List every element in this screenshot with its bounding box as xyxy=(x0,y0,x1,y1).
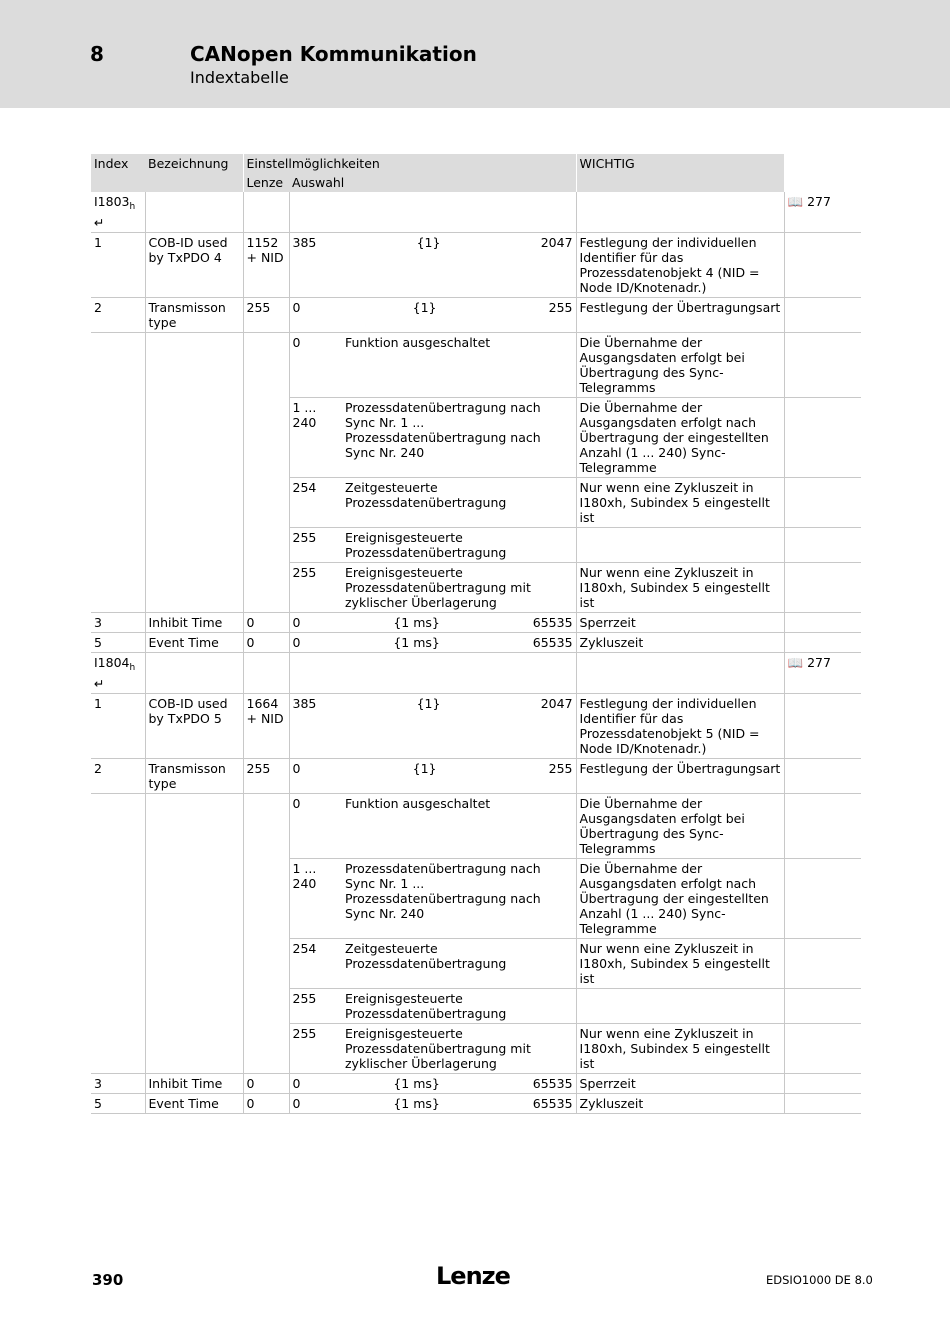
option-value: 254 xyxy=(289,478,342,528)
option-note xyxy=(576,989,784,1024)
document-id: EDSIO1000 DE 8.0 xyxy=(766,1273,873,1287)
lenze-default: 0 xyxy=(243,1094,289,1114)
empty-cell xyxy=(145,528,243,563)
range-step: {1 ms} xyxy=(393,635,440,650)
empty-cell xyxy=(784,1094,861,1114)
range-max: 2047 xyxy=(540,696,573,711)
value-range xyxy=(289,1094,576,1114)
empty-cell xyxy=(784,939,861,989)
option-value: 1 ... 240 xyxy=(289,859,342,939)
col-auswahl: Auswahl xyxy=(289,173,576,192)
col-einstell: Einstellmöglichkeiten xyxy=(243,154,576,173)
option-row xyxy=(91,528,861,563)
range-min: 385 xyxy=(292,696,317,711)
subindex-number: 3 xyxy=(91,1074,145,1094)
chapter-subtitle: Indextabelle xyxy=(190,68,289,87)
empty-cell xyxy=(91,528,145,563)
range-max: 65535 xyxy=(532,1076,573,1091)
empty-cell xyxy=(784,233,861,298)
range-min: 0 xyxy=(292,635,301,650)
option-row xyxy=(91,1024,861,1074)
subindex-name: Event Time xyxy=(145,1094,243,1114)
important-note: Festlegung der Übertragungsart xyxy=(576,759,784,794)
range-min: 0 xyxy=(292,1096,301,1111)
index-subscript: h xyxy=(129,663,136,673)
empty-cell xyxy=(145,989,243,1024)
empty-cell xyxy=(91,1024,145,1074)
range-max: 255 xyxy=(548,761,573,776)
option-note: Die Übernahme der Ausgangsdaten erfolgt nach Übertragung der eingestellten Anzahl (1 ... 240) Sync-Telegramme xyxy=(576,859,784,939)
option-value: 255 xyxy=(289,989,342,1024)
range-min: 385 xyxy=(292,235,317,250)
range-step: {1} xyxy=(412,761,437,776)
index-value: I1803 xyxy=(94,194,130,209)
empty-cell xyxy=(91,794,145,859)
option-row xyxy=(91,859,861,939)
option-value: 255 xyxy=(289,528,342,563)
range-min: 0 xyxy=(292,1076,301,1091)
empty-cell xyxy=(784,563,861,613)
option-value: 255 xyxy=(289,1024,342,1074)
option-note: Nur wenn eine Zykluszeit in I180xh, Subindex 5 eingestellt ist xyxy=(576,939,784,989)
option-row xyxy=(91,563,861,613)
option-note: Die Übernahme der Ausgangsdaten erfolgt nach Übertragung der eingestellten Anzahl (1 ... 240) Sync-Telegramme xyxy=(576,398,784,478)
empty-cell xyxy=(289,192,576,233)
empty-cell xyxy=(145,333,243,398)
empty-cell xyxy=(145,192,243,233)
range-min: 0 xyxy=(292,761,301,776)
important-note: Zykluszeit xyxy=(576,1094,784,1114)
empty-cell xyxy=(243,989,289,1024)
subindex-number: 1 xyxy=(91,694,145,759)
empty-cell xyxy=(784,859,861,939)
empty-cell xyxy=(243,653,289,694)
option-row xyxy=(91,333,861,398)
important-note: Festlegung der individuellen Identifier für das Prozessdatenobjekt 4 (NID = Node ID/Knotenadr.) xyxy=(576,233,784,298)
lenze-default: 0 xyxy=(243,1074,289,1094)
important-note: Zykluszeit xyxy=(576,633,784,653)
option-description: Ereignisgesteuerte Prozessdatenübertragung xyxy=(342,528,576,563)
return-icon: ↵ xyxy=(94,215,105,230)
empty-cell xyxy=(91,859,145,939)
important-note: Festlegung der individuellen Identifier für das Prozessdatenobjekt 5 (NID = Node ID/Knotenadr.) xyxy=(576,694,784,759)
empty-cell xyxy=(145,859,243,939)
lenze-logo: Lenze xyxy=(436,1262,510,1290)
subindex-row xyxy=(91,633,861,653)
empty-cell xyxy=(784,694,861,759)
col-wichtig: WICHTIG xyxy=(576,154,784,173)
chapter-number: 8 xyxy=(90,42,104,66)
range-min: 0 xyxy=(292,615,301,630)
range-max: 65535 xyxy=(532,615,573,630)
col-bezeichnung: Bezeichnung xyxy=(145,154,243,173)
empty-cell xyxy=(784,298,861,333)
page-number: 390 xyxy=(92,1271,124,1289)
value-range xyxy=(289,633,576,653)
option-description: Ereignisgesteuerte Prozessdatenübertragung mit zyklischer Überlagerung xyxy=(342,1024,576,1074)
option-note: Nur wenn eine Zykluszeit in I180xh, Subindex 5 eingestellt ist xyxy=(576,478,784,528)
subindex-number: 2 xyxy=(91,759,145,794)
option-value: 1 ... 240 xyxy=(289,398,342,478)
option-description: Prozessdatenübertragung nach Sync Nr. 1 ... Prozessdatenübertragung nach Sync Nr. 240 xyxy=(342,398,576,478)
subindex-row xyxy=(91,613,861,633)
lenze-default: 1152 + NID xyxy=(243,233,289,298)
range-max: 65535 xyxy=(532,635,573,650)
range-max: 2047 xyxy=(540,235,573,250)
empty-cell xyxy=(784,633,861,653)
empty-cell xyxy=(784,613,861,633)
option-description: Ereignisgesteuerte Prozessdatenübertragung xyxy=(342,989,576,1024)
subindex-name: COB-ID used by TxPDO 4 xyxy=(145,233,243,298)
lenze-default: 255 xyxy=(243,759,289,794)
range-step: {1 ms} xyxy=(393,1096,440,1111)
col-lenze: Lenze xyxy=(243,173,289,192)
option-row xyxy=(91,478,861,528)
option-description: Funktion ausgeschaltet xyxy=(342,333,576,398)
subindex-name: Inhibit Time xyxy=(145,1074,243,1094)
option-value: 0 xyxy=(289,333,342,398)
option-description: Zeitgesteuerte Prozessdatenübertragung xyxy=(342,939,576,989)
range-step: {1} xyxy=(416,696,441,711)
lenze-default: 255 xyxy=(243,298,289,333)
empty-cell xyxy=(243,333,289,398)
empty-cell xyxy=(91,398,145,478)
important-note: Sperrzeit xyxy=(576,1074,784,1094)
subindex-row xyxy=(91,298,861,333)
subindex-number: 1 xyxy=(91,233,145,298)
reference-cell xyxy=(784,192,861,233)
empty-cell xyxy=(243,528,289,563)
value-range xyxy=(289,1074,576,1094)
subindex-number: 2 xyxy=(91,298,145,333)
value-range xyxy=(289,613,576,633)
index-code xyxy=(91,653,145,694)
empty-cell xyxy=(145,794,243,859)
empty-cell xyxy=(784,989,861,1024)
book-icon: 📖 xyxy=(787,194,804,209)
subindex-row xyxy=(91,694,861,759)
return-icon: ↵ xyxy=(94,676,105,691)
empty-cell xyxy=(784,1024,861,1074)
range-step: {1} xyxy=(416,235,441,250)
empty-cell xyxy=(784,1074,861,1094)
subindex-number: 5 xyxy=(91,633,145,653)
lenze-default: 1664 + NID xyxy=(243,694,289,759)
value-range xyxy=(289,233,576,298)
index-code xyxy=(91,192,145,233)
subindex-number: 3 xyxy=(91,613,145,633)
subindex-row xyxy=(91,233,861,298)
subindex-row xyxy=(91,759,861,794)
range-max: 255 xyxy=(548,300,573,315)
page-reference: 277 xyxy=(807,194,831,209)
option-description: Zeitgesteuerte Prozessdatenübertragung xyxy=(342,478,576,528)
reference-cell xyxy=(784,653,861,694)
empty-cell xyxy=(91,563,145,613)
subindex-name: Event Time xyxy=(145,633,243,653)
empty-cell xyxy=(243,192,289,233)
chapter-title: CANopen Kommunikation xyxy=(190,42,477,66)
empty-cell xyxy=(91,989,145,1024)
option-row xyxy=(91,398,861,478)
empty-cell xyxy=(784,759,861,794)
empty-cell xyxy=(576,653,784,694)
empty-cell xyxy=(91,333,145,398)
lenze-default: 0 xyxy=(243,613,289,633)
subindex-row xyxy=(91,1094,861,1114)
empty-cell xyxy=(289,653,576,694)
empty-cell xyxy=(91,478,145,528)
empty-cell xyxy=(784,398,861,478)
subindex-name: Transmisson type xyxy=(145,759,243,794)
empty-cell xyxy=(243,563,289,613)
empty-cell xyxy=(243,398,289,478)
col-index: Index xyxy=(91,154,145,173)
option-description: Prozessdatenübertragung nach Sync Nr. 1 ... Prozessdatenübertragung nach Sync Nr. 240 xyxy=(342,859,576,939)
range-min: 0 xyxy=(292,300,301,315)
empty-cell xyxy=(145,1024,243,1074)
value-range xyxy=(289,759,576,794)
subindex-name: Inhibit Time xyxy=(145,613,243,633)
empty-cell xyxy=(243,1024,289,1074)
option-note: Die Übernahme der Ausgangsdaten erfolgt bei Übertragung des Sync-Telegramms xyxy=(576,333,784,398)
empty-cell xyxy=(145,653,243,694)
option-note xyxy=(576,528,784,563)
empty-cell xyxy=(145,478,243,528)
option-row xyxy=(91,939,861,989)
option-value: 0 xyxy=(289,794,342,859)
lenze-default: 0 xyxy=(243,633,289,653)
empty-cell xyxy=(243,859,289,939)
index-value: I1804 xyxy=(94,655,130,670)
page-reference: 277 xyxy=(807,655,831,670)
subindex-number: 5 xyxy=(91,1094,145,1114)
subindex-name: Transmisson type xyxy=(145,298,243,333)
option-value: 254 xyxy=(289,939,342,989)
subindex-row xyxy=(91,1074,861,1094)
empty-cell xyxy=(576,192,784,233)
option-description: Funktion ausgeschaltet xyxy=(342,794,576,859)
range-step: {1 ms} xyxy=(393,615,440,630)
empty-cell xyxy=(784,478,861,528)
option-note: Nur wenn eine Zykluszeit in I180xh, Subindex 5 eingestellt ist xyxy=(576,563,784,613)
empty-cell xyxy=(243,939,289,989)
index-subscript: h xyxy=(129,202,136,212)
value-range xyxy=(289,298,576,333)
empty-cell xyxy=(784,528,861,563)
empty-cell xyxy=(145,939,243,989)
important-note: Sperrzeit xyxy=(576,613,784,633)
index-table xyxy=(91,154,861,1114)
empty-cell xyxy=(145,563,243,613)
empty-cell xyxy=(243,478,289,528)
option-row xyxy=(91,794,861,859)
subindex-name: COB-ID used by TxPDO 5 xyxy=(145,694,243,759)
index-row xyxy=(91,653,861,694)
index-row xyxy=(91,192,861,233)
empty-cell xyxy=(91,939,145,989)
range-step: {1 ms} xyxy=(393,1076,440,1091)
range-max: 65535 xyxy=(532,1096,573,1111)
option-note: Nur wenn eine Zykluszeit in I180xh, Subindex 5 eingestellt ist xyxy=(576,1024,784,1074)
option-note: Die Übernahme der Ausgangsdaten erfolgt bei Übertragung des Sync-Telegramms xyxy=(576,794,784,859)
empty-cell xyxy=(784,794,861,859)
value-range xyxy=(289,694,576,759)
option-value: 255 xyxy=(289,563,342,613)
important-note: Festlegung der Übertragungsart xyxy=(576,298,784,333)
range-step: {1} xyxy=(412,300,437,315)
empty-cell xyxy=(784,333,861,398)
empty-cell xyxy=(145,398,243,478)
book-icon: 📖 xyxy=(787,655,804,670)
option-row xyxy=(91,989,861,1024)
option-description: Ereignisgesteuerte Prozessdatenübertragung mit zyklischer Überlagerung xyxy=(342,563,576,613)
empty-cell xyxy=(243,794,289,859)
